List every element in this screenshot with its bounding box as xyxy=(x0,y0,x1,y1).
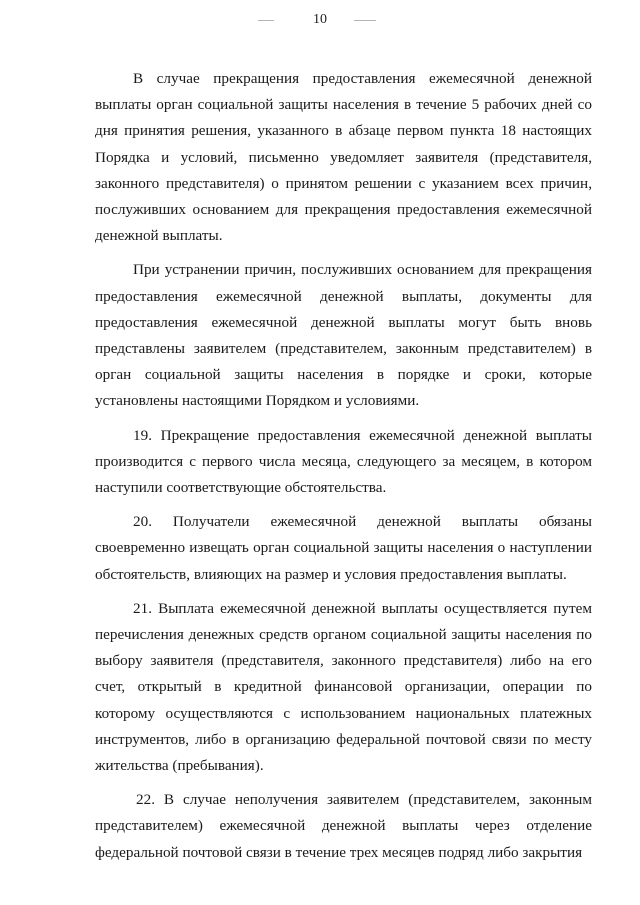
scan-artifact-right xyxy=(354,20,376,21)
paragraph-item-22: 22. В случае неполучения заявителем (представителем, законным представителем) ежемесячной денежной выплаты через отделение федеральной почтовой связи в течение трех месяцев подряд либо закрытия xyxy=(95,791,592,861)
paragraph-item-20: 20. Получатели ежемесячной денежной выплаты обязаны своевременно извещать орган социальной защиты населения о наступлении обстоятельств, влияющих на размер и условия предоставления выплаты. xyxy=(95,513,592,583)
paragraph-item-19: 19. Прекращение предоставления ежемесячной денежной выплаты производится с первого числа месяца, следующего за месяцем, в котором наступили соответствующие обстоятельства. xyxy=(95,426,592,497)
document-body xyxy=(95,66,592,874)
paragraph-termination-notice: В случае прекращения предоставления ежемесячной денежной выплаты орган социальной защиты населения в течение 5 рабочих дней со дня принятия решения, указанного в абзаце первом пункта 18 настоящих Порядка и условий, письменно уведомляет заявителя (представителя, законного представителя) о принятом решении с указанием всех причин, послуживших основанием для прекращения предоставления ежемесячной денежной выплаты. xyxy=(95,70,592,245)
paragraph-item-21: 21. Выплата ежемесячной денежной выплаты осуществляется путем перечисления денежных средств органом социальной защиты населения по выбору заявителя (представителя, законного представителя) либо на его счет, открытый в кредитной финансовой организации, операции по которому осуществляются с использованием национальных платежных инструментов, либо в организацию федеральной почтовой связи по месту жительства (пребывания). xyxy=(95,599,592,775)
paragraph-resubmission: При устранении причин, послуживших основанием для прекращения предоставления ежемесячной денежной выплаты, документы для предоставления ежемесячной денежной выплаты могут быть вновь представлены заявителем (представителем, законным представителем) в орган социальной защиты населения в порядке и сроки, которые установлены настоящими Порядком и условиями. xyxy=(95,261,592,410)
page-number: 10 xyxy=(313,12,327,27)
